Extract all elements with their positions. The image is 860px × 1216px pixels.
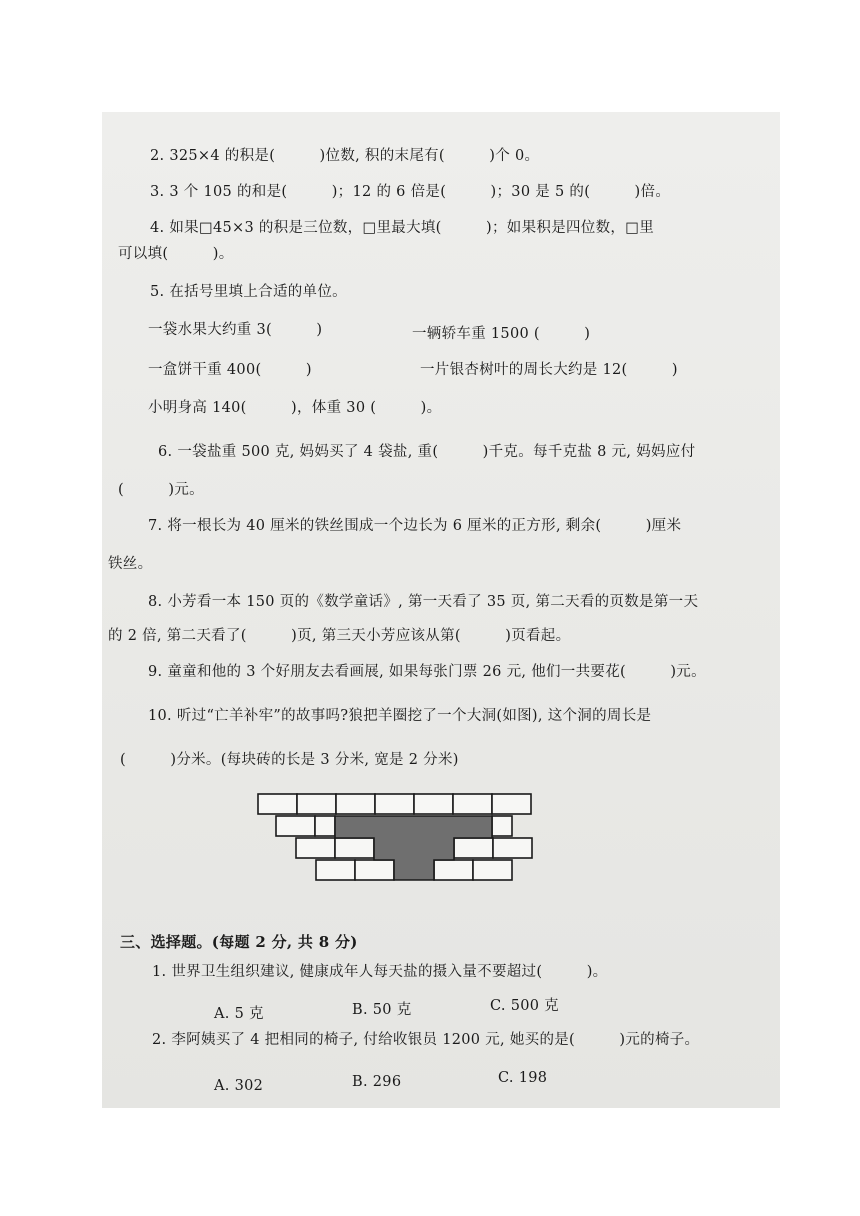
question-5-item-d: 一片银杏树叶的周长大约是 12( ): [420, 362, 678, 378]
choice-question-2: 2. 李阿姨买了 4 把相同的椅子, 付给收银员 1200 元, 她买的是( )元的椅子。: [152, 1032, 700, 1048]
question-4-line-1: 4. 如果□45×3 的积是三位数，□里最大填( )；如果积是四位数，□里: [150, 220, 654, 236]
question-8-line-2: 的 2 倍, 第二天看了( )页, 第三天小芳应该从第( )页看起。: [108, 628, 571, 644]
question-5-item-a: 一袋水果大约重 3( ): [148, 322, 323, 338]
question-8-line-1: 8. 小芳看一本 150 页的《数学童话》, 第一天看了 35 页, 第二天看的页数是第一天: [148, 594, 699, 610]
question-5-item-b: 一辆轿车重 1500 ( ): [412, 326, 591, 342]
brick-wall-figure: [256, 792, 538, 886]
choice-question-1: 1. 世界卫生组织建议, 健康成年人每天盐的摄入量不要超过( )。: [152, 964, 608, 980]
exam-paper: [102, 112, 780, 1108]
question-10-line-2: ( )分米。(每块砖的长是 3 分米, 宽是 2 分米): [120, 752, 459, 768]
choice-2-option-a[interactable]: A. 302: [214, 1078, 264, 1094]
question-10-line-1: 10. 听过“亡羊补牢”的故事吗?狼把羊圈挖了一个大洞(如图), 这个洞的周长是: [148, 708, 652, 724]
question-5-item-c: 一盒饼干重 400( ): [148, 362, 312, 378]
question-3: 3. 3 个 105 的和是( )；12 的 6 倍是( )；30 是 5 的( )倍。: [150, 184, 671, 200]
question-6-line-2: ( )元。: [118, 482, 204, 498]
question-4-line-2: 可以填( )。: [118, 246, 234, 262]
question-6-line-1: 6. 一袋盐重 500 克, 妈妈买了 4 袋盐, 重( )千克。每千克盐 8 元, 妈妈应付: [158, 444, 696, 460]
choice-1-option-b[interactable]: B. 50 克: [352, 1002, 412, 1018]
choice-2-option-b[interactable]: B. 296: [352, 1074, 402, 1090]
question-7-line-1: 7. 将一根长为 40 厘米的铁丝围成一个边长为 6 厘米的正方形, 剩余( )厘米: [148, 518, 682, 534]
choice-2-option-c[interactable]: C. 198: [498, 1070, 548, 1086]
question-5-title: 5. 在括号里填上合适的单位。: [150, 284, 347, 300]
choice-1-option-c[interactable]: C. 500 克: [490, 998, 559, 1014]
question-7-line-2: 铁丝。: [108, 556, 153, 572]
question-2: 2. 325×4 的积是( )位数, 积的末尾有( )个 0。: [150, 148, 540, 164]
question-5-item-e: 小明身高 140( )，体重 30 ( )。: [148, 400, 442, 416]
section-3-title: 三、选择题。(每题 2 分, 共 8 分): [120, 933, 358, 951]
question-9: 9. 童童和他的 3 个好朋友去看画展, 如果每张门票 26 元, 他们一共要花( )元。: [148, 664, 706, 680]
choice-1-option-a[interactable]: A. 5 克: [214, 1006, 264, 1022]
